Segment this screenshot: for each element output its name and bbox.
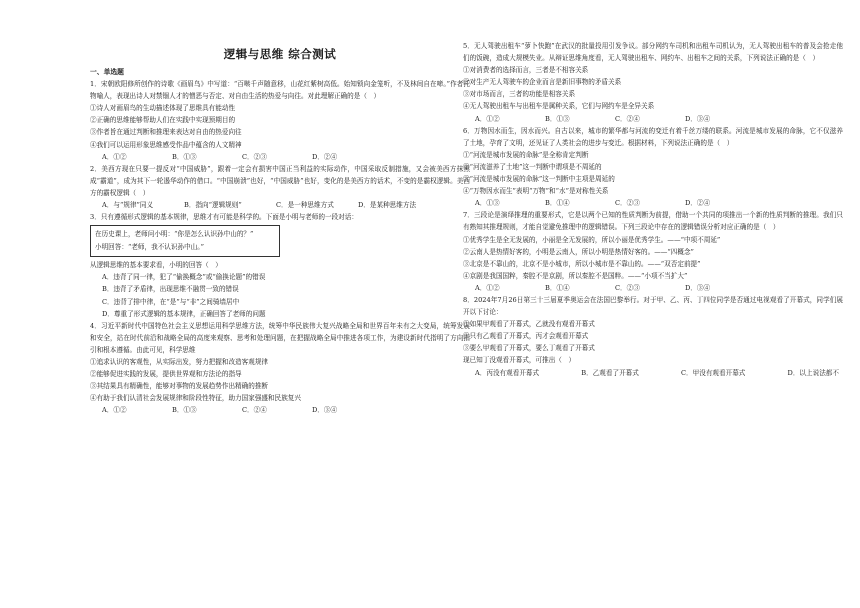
answer-options <box>90 199 470 211</box>
statement: ④京剧是我国国粹，秦腔不是京剧，所以秦腔不是国粹。——“小项不当扩大” <box>463 271 688 280</box>
statement: ②云南人是热情好客的，小明是云南人，所以小明是热情好客的。——“四概念” <box>463 247 694 256</box>
dialogue-line: 在历史课上，老师问小明：“你是怎么认识孙中山的？” <box>95 230 254 239</box>
question-5 <box>463 40 843 125</box>
question-stem: 1．宋朝欧阳修所创作的诗歌《画眉鸟》中写道：“百啭千声随意移，山花红紫树高低。始知锁向金笼听，不及林间自在啼。”作者托物喻人，表现出诗人对禁锢人才的憎恶与否定、对自由生活的热爱与向往。对此理解正确的是（ ） <box>90 80 470 101</box>
option-b[interactable]: B．①③ <box>545 114 570 123</box>
option-a[interactable]: A．①② <box>475 114 500 123</box>
option-d[interactable]: D．是某种思维方法 <box>358 201 417 210</box>
statement: ②只有乙观看了开幕式，丙才会观看开幕式 <box>463 332 589 341</box>
option-d[interactable]: D．尊重了形式逻辑的基本规律，正确回答了老师的问题 <box>102 309 266 318</box>
option-a[interactable]: A．①② <box>475 283 500 292</box>
answer-options <box>90 404 470 416</box>
statement: ④无人驾驶出租车与出租车是属种关系，它们与网约车是全异关系 <box>463 102 655 111</box>
statement: ③北京是不靠山的，北京不是小城市，所以小城市是不靠山的。——“双否定前提” <box>463 259 701 268</box>
option-b[interactable]: B．指向“逻辑规则” <box>184 201 242 210</box>
statement: ②对生产无人驾驶车的企业而言是新旧事物的矛盾关系 <box>463 78 622 87</box>
option-c[interactable]: C．②③ <box>615 283 640 292</box>
option-d[interactable]: D．以上说法都不 <box>787 368 839 377</box>
statement: ④我们可以运用形象思维感受作品中蕴含的人文精神 <box>90 140 242 149</box>
right-column <box>463 40 843 379</box>
statement: ①诗人对画眉鸟的生动描述体现了思维具有能动性 <box>90 104 236 113</box>
left-column <box>90 46 470 416</box>
option-c[interactable]: C．甲没有观看开幕式 <box>681 368 746 377</box>
question-1 <box>90 78 470 163</box>
question-8 <box>463 294 843 379</box>
question-3 <box>90 211 470 320</box>
option-d[interactable]: D．②④ <box>685 199 711 208</box>
answer-options <box>90 151 470 163</box>
statement: ②能够促进实践的发展，提供世界观和方法论的指导 <box>90 370 242 379</box>
option-a[interactable]: A．①② <box>102 406 127 415</box>
question-ask: 从逻辑思维的基本要求看，小明的回答（ ） <box>90 261 222 270</box>
option-d[interactable]: D．③④ <box>685 283 711 292</box>
statement: ④“万物因水而生”表明“万物”和“水”是对称性关系 <box>463 187 609 196</box>
statement: 现已知丁没观看开幕式，可推出（ ） <box>463 356 576 365</box>
answer-options <box>463 282 843 294</box>
question-stem: 5．无人驾驶出租车“萝卜快跑”在武汉的批量投用引发争议。部分网约车司机和出租车司机认为，无人驾驶出租车的普及会抢走他们的饭碗，造成大规模失业。从辩证思维角度看，无人驾驶出租车、网约车、出租车之间的关系，下列说法正确的是（ ） <box>463 42 843 63</box>
answer-options <box>463 367 843 379</box>
statement: ③“河流是城市发展的命脉”这一判断中主项是周延的 <box>463 175 615 184</box>
dialogue-line: 小明回答：“老师，我不认识孙中山。” <box>95 243 204 252</box>
option-b[interactable]: B．①④ <box>545 283 570 292</box>
question-stem: 6．万物因水而生，因水而兴。自古以来，城市的繁华都与河流的变迁有着千丝万缕的联系。河流是城市发展的命脉，它不仅滋养了土地，孕育了文明，还见证了人类社会的进步与变迁。根据材料，下列说法正确的是（ ） <box>463 126 843 147</box>
statement: ①对消费者的选择而言，三者是不相容关系 <box>463 66 589 75</box>
option-c[interactable]: C．②③ <box>242 152 267 161</box>
option-b[interactable]: B．①③ <box>172 406 197 415</box>
option-c[interactable]: C．是一种思维方式 <box>276 201 334 210</box>
statement: ③其结果具有精确性，能够对事物的发展趋势作出精确的推断 <box>90 382 269 391</box>
option-a[interactable]: A．违背了同一律，犯了“偷换概念”或“偷换论题”的错误 <box>102 273 266 282</box>
option-c[interactable]: C．②④ <box>242 406 267 415</box>
answer-options <box>463 197 843 209</box>
option-b[interactable]: B．①④ <box>545 199 570 208</box>
statement: ③要么甲观看了开幕式，要么丁观看了开幕式 <box>463 344 595 353</box>
statement: ④有助于我们认清社会发展规律和阶段性特征，助力国家强盛和民族复兴 <box>90 394 301 403</box>
option-a[interactable]: A．丙没有观看开幕式 <box>475 368 540 377</box>
question-4 <box>90 320 470 417</box>
statement: ①优秀学生是全无发展的，小丽是全无发展的，所以小丽是优秀学生。——“中项不周延” <box>463 235 721 244</box>
option-a[interactable]: A．与“规律”同义 <box>102 201 154 210</box>
option-c[interactable]: C．违背了排中律，在“是”与“非”之间骑墙居中 <box>102 297 240 306</box>
option-a[interactable]: A．①② <box>102 152 127 161</box>
question-stem: 4．习近平新时代中国特色社会主义思想运用科学思维方法，统筹中华民族伟大复兴战略全局和世界百年未有之大变局，统筹发展和安全，站在时代前沿和战略全局的高度来观察、思考和处理问题，在把握战略全局中推进各项工作，为建设新时代指明了方向指引和根本遵循。由此可见，科学思维 <box>90 321 470 354</box>
question-stem: 8．2024年7月26日第三十三届夏季奥运会在法国巴黎举行。对于甲、乙、丙、丁四位同学是否通过电视观看了开幕式，同学们展开以下讨论： <box>463 295 843 317</box>
statement: ③作者旨在通过判断和推理来表达对自由的热爱向往 <box>90 128 242 137</box>
dialogue-box <box>90 225 280 257</box>
option-b[interactable]: B．违背了矛盾律，出现思维不融贯一致的错误 <box>102 285 239 294</box>
question-stem: 7．三段论是演绎推理的重要形式，它是以两个已知的性质判断为前提，借助一个共同的项推出一个新的性质判断的推理。我们只有熟知其推理规则，才能自觉避免推理中的逻辑错误。下列三段论中存在的逻辑错误分析对应正确的是（ ） <box>463 211 843 232</box>
statement: ①追求认识的客观性，从实际出发，努力把握和改造客观规律 <box>90 357 269 366</box>
question-6 <box>463 125 843 210</box>
question-stem: 3．只有遵循形式逻辑的基本规律，思维才有可能是科学的。下面是小明与老师的一段对话： <box>90 213 358 222</box>
question-stem: 2．美西方现在只要一提反对“中国威胁”，跟着一定会有损害中国正当利益的实际动作，中国采取反制措施，又会被美西方抹黑成“霸道”，成为其下一轮遏华动作的借口。“中国崩溃”也好，“中国威胁”也好，变化的是美西方的话术，不变的是霸权逻辑。美西方的霸权逻辑（ ） <box>90 164 470 197</box>
option-b[interactable]: B．乙观看了开幕式 <box>581 368 639 377</box>
option-a[interactable]: A．①③ <box>475 199 500 208</box>
statement: ②正确的思维能够帮助人们在实践中实现预期目的 <box>90 116 236 125</box>
statement: ②“河流滋养了土地”这一判断中谓项是不周延的 <box>463 162 602 171</box>
statement: ①如果甲观看了开幕式，乙就没有观看开幕式 <box>463 320 595 329</box>
answer-options <box>463 113 843 125</box>
option-b[interactable]: B．①③ <box>172 152 197 161</box>
option-d[interactable]: D．③④ <box>312 406 338 415</box>
option-d[interactable]: D．②④ <box>312 152 338 161</box>
page-title: 逻辑与思维 综合测试 <box>223 47 337 61</box>
statement: ①“河流是城市发展的命脉”是全称肯定判断 <box>463 150 589 159</box>
statement: ③对市场而言，三者的功能是相容关系 <box>463 90 576 99</box>
section-heading: 一、单选题 <box>90 68 124 76</box>
question-2 <box>90 163 470 211</box>
question-7 <box>463 209 843 294</box>
option-c[interactable]: C．②③ <box>615 199 640 208</box>
option-d[interactable]: D．③④ <box>685 114 711 123</box>
option-c[interactable]: C．②④ <box>615 114 640 123</box>
